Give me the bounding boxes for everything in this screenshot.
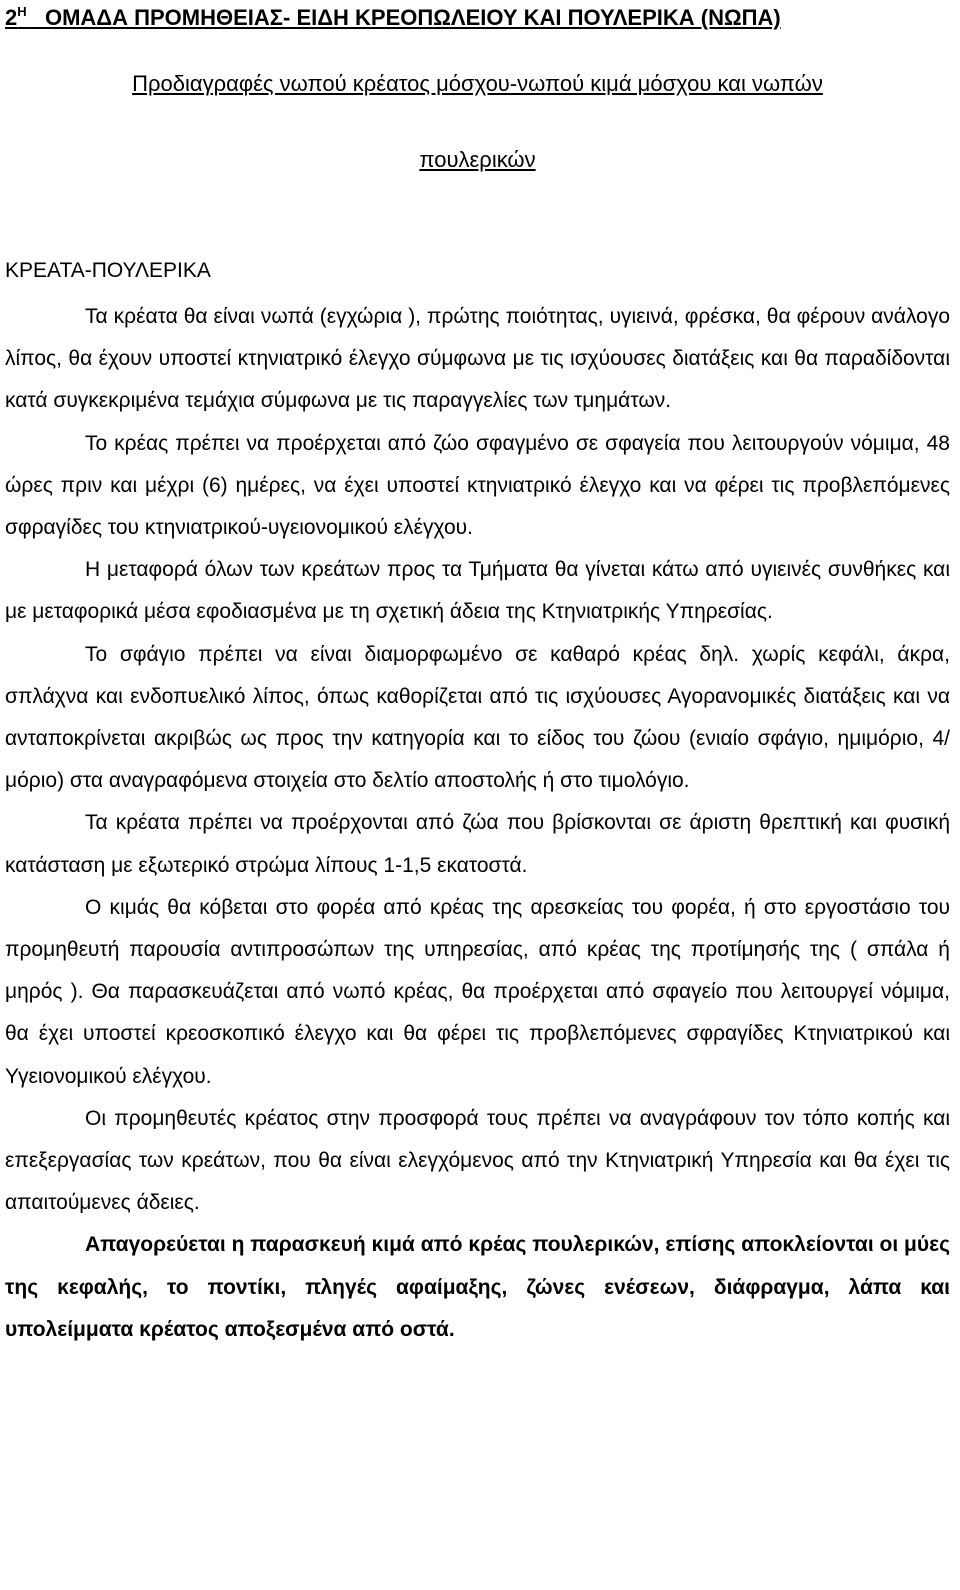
- paragraph: Η μεταφορά όλων των κρεάτων προς τα Τμήματα θα γίνεται κάτω από υγιεινές συνθήκες και με μεταφορικά μέσα εφοδιασμένα με τη σχετική άδεια της Κτηνιατρικής Υπηρεσίας.: [5, 558, 950, 624]
- paragraph: Τα κρέατα πρέπει να προέρχονται από ζώα που βρίσκονται σε άριστη θρεπτική και φυσική κατάσταση με εξωτερικό στρώμα λίπους 1-1,5 εκατοστά.: [5, 811, 950, 877]
- heading-text: ΟΜΑΔΑ ΠΡΟΜΗΘΕΙΑΣ- ΕΙΔΗ ΚΡΕΟΠΩΛΕΙΟΥ ΚΑΙ ΠΟΥΛΕΡΙΚΑ (ΝΩΠΑ): [44, 5, 781, 30]
- heading-superscript: Η: [17, 4, 27, 19]
- paragraph: Ο κιμάς θα κόβεται στο φορέα από κρέας της αρεσκείας του φορέα, ή στο εργοστάσιο του προμηθευτή παρουσία αντιπροσώπων της υπηρεσίας, από κρέας της προτίμησής της ( σπάλα ή μηρός ). Θα παρασκευάζεται από νωπό κρέας, θα προέρχεται από σφαγείο που λειτουργεί νόμιμα, θα έχει υποστεί κρεοσκοπικό έλεγχο και θα φέρει τις προβλεπόμενες σφραγίδες Κτηνιατρικού και Υγειονομικού ελέγχου.: [5, 895, 950, 1088]
- heading-number: 2: [5, 5, 18, 30]
- paragraph: Το κρέας πρέπει να προέρχεται από ζώο σφαγμένο σε σφαγεία που λειτουργούν νόμιμα, 48 ώρες πριν και μέχρι (6) ημέρες, να έχει υποστεί κτηνιατρικό έλεγχο και να φέρει τις προβλεπόμενες σφραγίδες του κτηνιατρικού-υγειονομικού ελέγχου.: [5, 431, 950, 540]
- subtitle-line-1: Προδιαγραφές νωπού κρέατος μόσχου-νωπού κιμά μόσχου και νωπών: [132, 71, 823, 96]
- body-text: [5, 296, 950, 1351]
- subtitle-line-2: πουλερικών: [419, 147, 536, 172]
- paragraph-bold: Απαγορεύεται η παρασκευή κιμά από κρέας πουλερικών, επίσης αποκλείονται οι μύες της κεφαλής, το ποντίκι, πληγές αφαίμαξης, ζώνες ενέσεων, διάφραγμα, λάπα και υπολείμματα κρέατος αποξεσμένα από οστά.: [5, 1233, 950, 1341]
- paragraph: Οι προμηθευτές κρέατος στην προσφορά τους πρέπει να αναγράφουν τον τόπο κοπής και επεξεργασίας των κρεάτων, που θα είναι ελεγχόμενος από την Κτηνιατρική Υπηρεσία και θα έχει τις απαιτούμενες άδειες.: [5, 1106, 950, 1215]
- document-heading: [5, 2, 950, 33]
- section-title: ΚΡΕΑΤΑ-ΠΟΥΛΕΡΙΚΑ: [5, 259, 211, 282]
- paragraph: Το σφάγιο πρέπει να είναι διαμορφωμένο σε καθαρό κρέας δηλ. χωρίς κεφάλι, άκρα, σπλάχνα και ενδοπυελικό λίπος, όπως καθορίζεται από τις ισχύουσες Αγορανομικές διατάξεις και να ανταποκρίνεται ακριβώς ως προς την κατηγορία και το είδος του ζώου (ενιαίο σφάγιο, ημιμόριο, 4/μόριο) στα αναγραφόμενα στοιχεία στο δελτίο αποστολής ή στο τιμολόγιο.: [5, 642, 950, 793]
- paragraph: Τα κρέατα θα είναι νωπά (εγχώρια ), πρώτης ποιότητας, υγιεινά, φρέσκα, θα φέρουν ανάλογο λίπος, θα έχουν υποστεί κτηνιατρικό έλεγχο σύμφωνα με τις ισχύουσες διατάξεις και θα παραδίδονται κατά συγκεκριμένα τεμάχια σύμφωνα με τις παραγγελίες των τμημάτων.: [5, 305, 950, 413]
